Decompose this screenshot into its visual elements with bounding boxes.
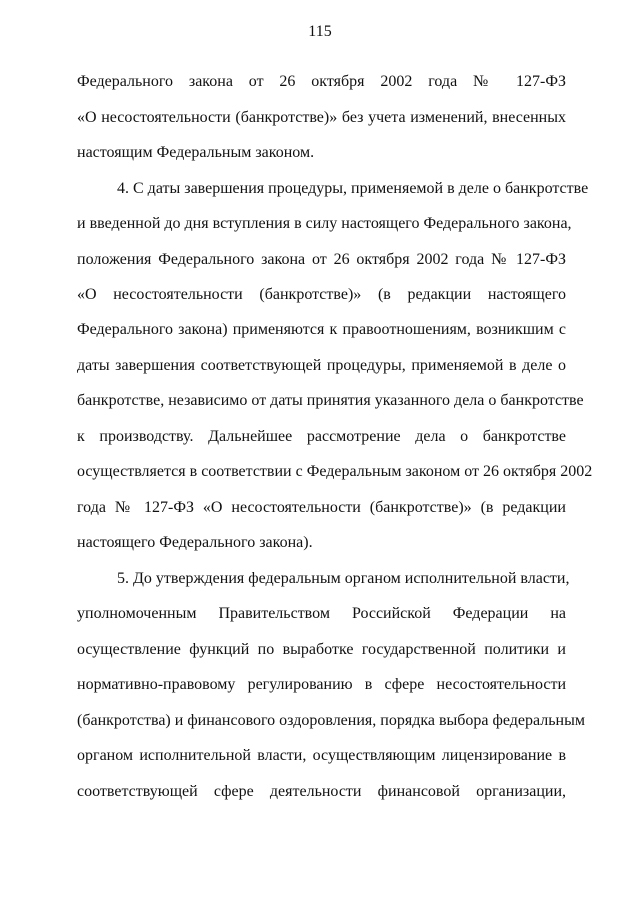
text-line: «О несостоятельности (банкротстве)» без учета изменений, внесенных: [77, 109, 566, 126]
text-line: осуществление функций по выработке государственной политики и: [77, 641, 566, 658]
text-line: даты завершения соответствующей процедуры, применяемой в деле о: [77, 357, 566, 374]
text-line: и введенной до дня вступления в силу настоящего Федерального закона,: [77, 215, 572, 232]
text-line: уполномоченным Правительством Российской Федерации на: [77, 605, 566, 622]
text-line: Федерального закона) применяются к правоотношениям, возникшим с: [77, 321, 566, 338]
paragraph-5-first-line: 5. До утверждения федеральным органом исполнительной власти,: [117, 570, 570, 587]
text-line: осуществляется в соответствии с Федеральным законом от 26 октября 2002: [77, 463, 593, 480]
text-line: положения Федерального закона от 26 октября 2002 года № 127-ФЗ: [77, 251, 566, 268]
text-line: настоящим Федеральным законом.: [77, 144, 315, 161]
text-line: Федерального закона от 26 октября 2002 года № 127-ФЗ: [77, 73, 566, 90]
text-line: нормативно-правовому регулированию в сфере несостоятельности: [77, 676, 566, 693]
text-line: настоящего Федерального закона).: [77, 534, 313, 551]
text-line: органом исполнительной власти, осуществляющим лицензирование в: [77, 747, 566, 764]
text-line: к производству. Дальнейшее рассмотрение дела о банкротстве: [77, 428, 566, 445]
text-line: года № 127-ФЗ «О несостоятельности (банкротстве)» (в редакции: [77, 499, 566, 516]
page-number: 115: [308, 23, 332, 40]
text-line: (банкротства) и финансового оздоровления, порядка выбора федеральным: [77, 712, 585, 729]
paragraph-4-first-line: 4. С даты завершения процедуры, применяемой в деле о банкротстве: [117, 180, 589, 197]
text-line: «О несостоятельности (банкротстве)» (в редакции настоящего: [77, 286, 566, 303]
text-line: банкротстве, независимо от даты принятия указанного дела о банкротстве: [77, 392, 584, 409]
text-line: соответствующей сфере деятельности финансовой организации,: [77, 783, 566, 800]
